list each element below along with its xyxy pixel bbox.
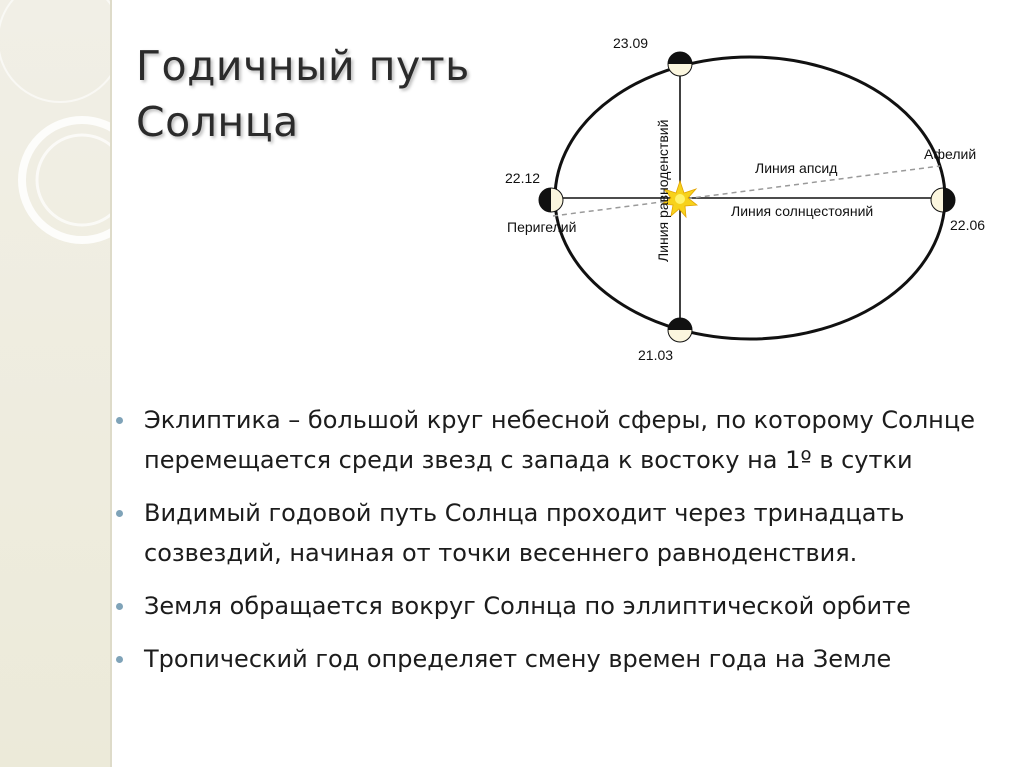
bullet-text: Эклиптика – большой круг небесной сферы, по которому Солнце перемещается среди звезд с запада к востоку на 1º в сутки [144,406,975,474]
date-label-top: 23.09 [613,35,649,51]
earth-top [668,52,692,76]
date-label-right: 22.06 [950,217,986,233]
sidebar-circles-decoration [0,0,112,767]
earth-bottom [668,318,692,342]
bullet-dot-icon [116,417,123,424]
aphelion-label: Афелий [924,146,977,162]
perihelion-label: Перигелий [507,219,577,235]
bullet-item [112,639,1012,679]
bullet-item [112,586,1012,626]
title-line-2: Солнца [136,98,299,146]
bullet-text: Видимый годовой путь Солнца проходит через тринадцать созвездий, начиная от точки весеннего равноденствия. [144,499,905,567]
page-title [136,38,496,150]
decorative-sidebar [0,0,112,767]
bullet-list [112,400,1012,692]
equinox-line-label: Линия равноденствий [655,119,671,262]
bullet-item [112,493,1012,573]
earth-right [931,188,955,212]
annual-sun-path-diagram [480,0,1024,380]
bullet-item [112,400,1012,480]
earth-left [539,188,563,212]
date-label-left: 22.12 [505,170,541,186]
bullet-dot-icon [116,603,123,610]
bullet-dot-icon [116,510,123,517]
solstice-line-label: Линия солнцестояний [731,203,874,219]
bullet-text: Земля обращается вокруг Солнца по эллиптической орбите [144,592,911,620]
bullet-text: Тропический год определяет смену времен года на Земле [144,645,892,673]
date-label-bottom: 21.03 [638,347,674,363]
apsides-line-label: Линия апсид [755,160,838,176]
bullet-dot-icon [116,656,123,663]
title-line-1: Годичный путь [136,42,470,90]
